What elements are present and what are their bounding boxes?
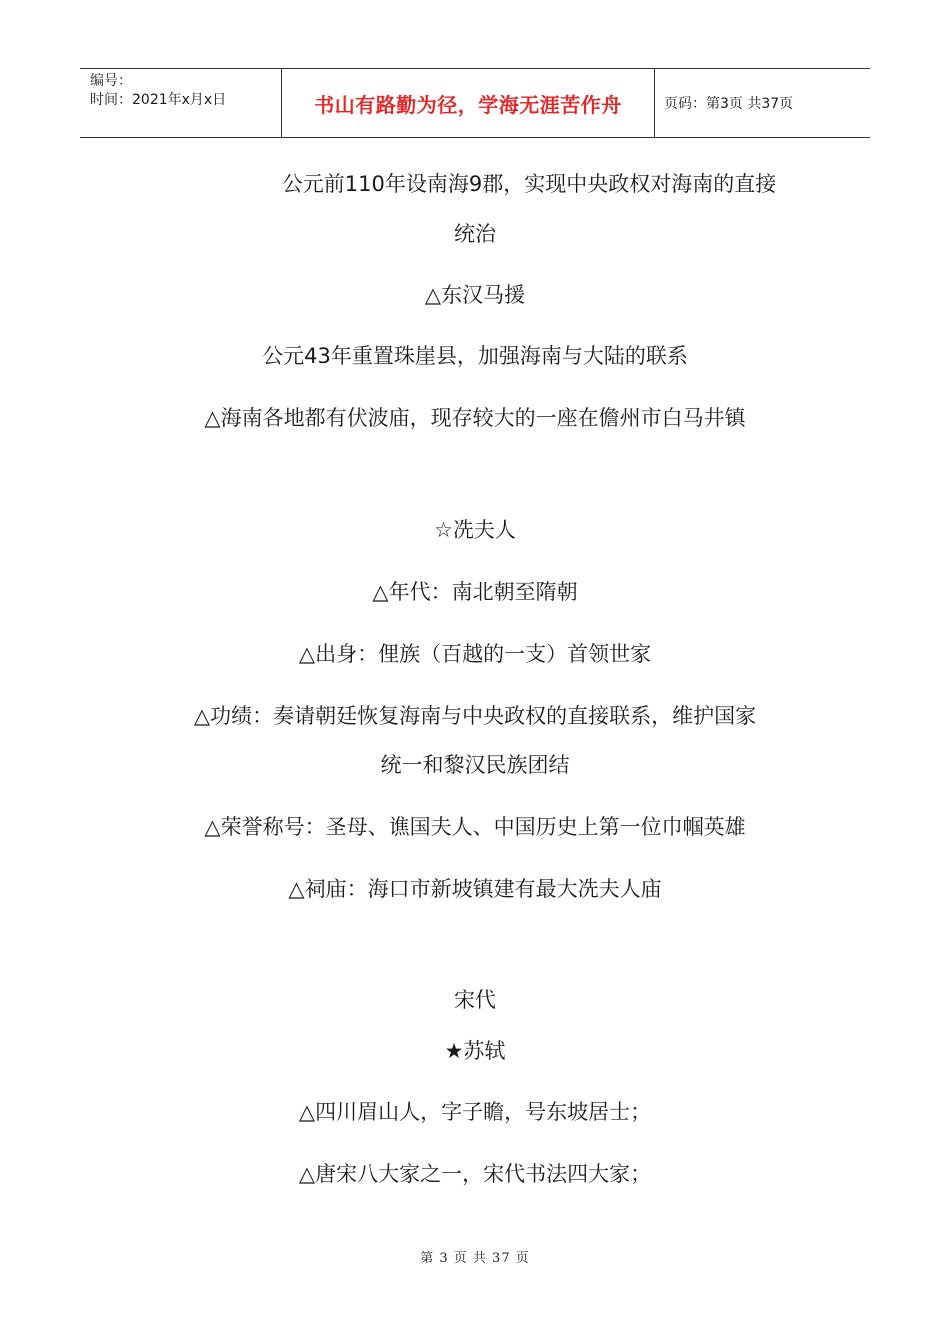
body-line: △功绩：奏请朝廷恢复海南与中央政权的直接联系，维护国家 [193, 704, 757, 728]
document-date-label: 时间：2021年x月x日 [90, 92, 227, 108]
page-header [80, 68, 870, 138]
section-heading: ☆冼夫人 [434, 518, 516, 542]
body-line: △唐宋八大家之一，宋代书法四大家； [298, 1162, 652, 1186]
header-motto-cell [281, 69, 655, 137]
body-line: △荣誉称号：圣母、谯国夫人、中国历史上第一位巾帼英雄 [204, 815, 746, 839]
section-heading: ★苏轼 [444, 1039, 506, 1063]
header-left-cell [80, 69, 280, 137]
body-line: △四川眉山人，字子瞻，号东坡居士； [298, 1100, 652, 1124]
body-line: 统治 [454, 222, 496, 246]
body-line: 统一和黎汉民族团结 [380, 753, 570, 777]
body-line: △东汉马援 [424, 283, 526, 307]
body-line: 公元43年重置珠崖县，加强海南与大陆的联系 [262, 344, 688, 368]
section-heading: 宋代 [454, 988, 496, 1012]
body-line: △海南各地都有伏波庙，现存较大的一座在儋州市白马井镇 [204, 406, 746, 430]
body-line: △年代：南北朝至隋朝 [372, 580, 578, 604]
body-line: △出身：俚族（百越的一支）首领世家 [298, 642, 652, 666]
header-motto: 书山有路勤为径，学海无涯苦作舟 [314, 92, 622, 117]
page-footer: 第 3 页 共 37 页 [420, 1251, 530, 1266]
header-right-cell [654, 69, 870, 137]
body-line: △祠庙：海口市新坡镇建有最大冼夫人庙 [288, 877, 662, 901]
document-number-label: 编号： [90, 73, 132, 89]
body-line: 公元前110年设南海9郡，实现中央政权对海南的直接 [281, 172, 777, 196]
header-page-info: 页码：第3页 共37页 [664, 96, 794, 112]
